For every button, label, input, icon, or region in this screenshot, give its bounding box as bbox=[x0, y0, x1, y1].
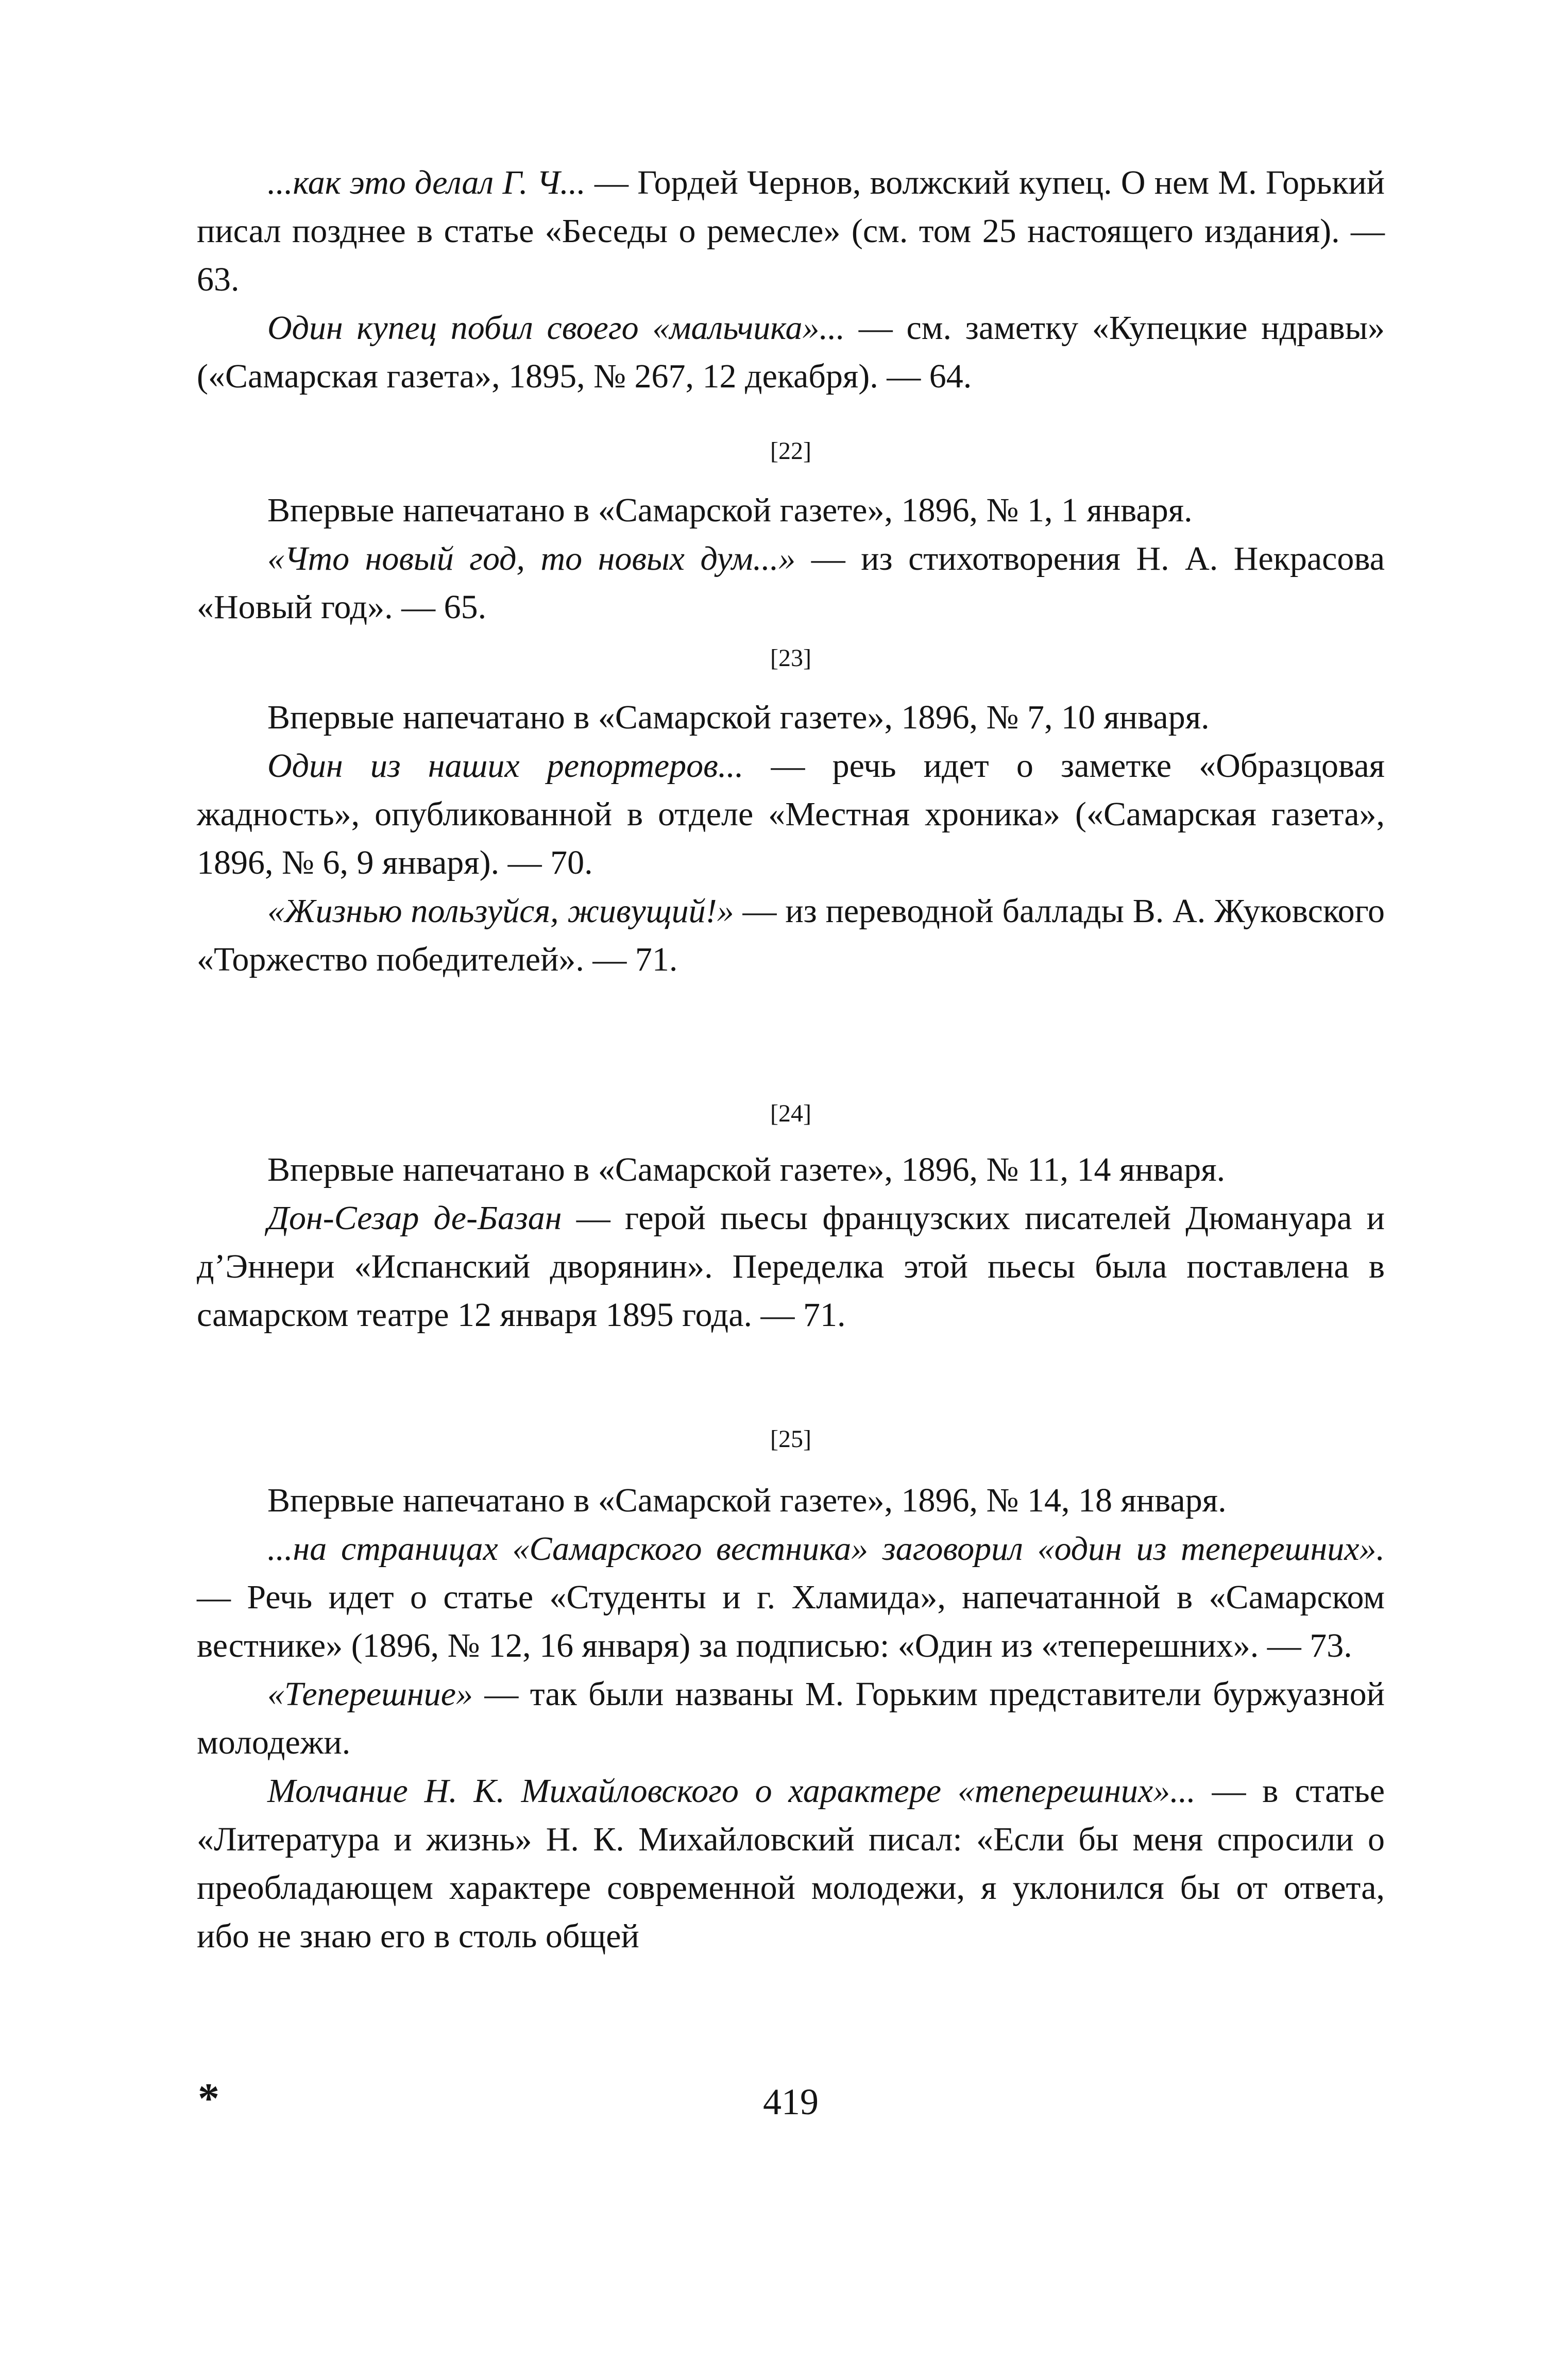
italic-citation: «Теперешние» bbox=[267, 1675, 473, 1713]
text-block-notes-23 bbox=[197, 693, 1385, 984]
italic-citation: «Что новый год, то новых дум...» bbox=[267, 540, 796, 577]
italic-citation: Молчание Н. К. Михайловского о характере «теперешних»... bbox=[267, 1772, 1196, 1810]
paragraph bbox=[197, 1194, 1385, 1339]
italic-citation: Дон-Сезар де-Базан bbox=[267, 1199, 562, 1237]
text-block-notes-25 bbox=[197, 1476, 1385, 1961]
paragraph bbox=[197, 486, 1385, 535]
italic-citation: Один купец побил своего «мальчика»... bbox=[267, 309, 845, 347]
italic-citation: ...на страницах «Самарского вестника» заговорил «один из теперешних». bbox=[267, 1530, 1385, 1568]
section-number-23: [23] bbox=[770, 644, 811, 672]
body-text: Впервые напечатано в «Самарской газете», 1896, № 11, 14 января. bbox=[267, 1151, 1226, 1188]
text-block-notes-21 bbox=[197, 159, 1385, 401]
body-text: — из стихотворения Н. А. Некрасова «Новый год». — 65. bbox=[197, 540, 1385, 626]
body-text: — так были названы М. Горьким представители буржуазной молодежи. bbox=[197, 1675, 1385, 1761]
body-text: — из переводной баллады В. А. Жуковского «Торжество победителей». — 71. bbox=[197, 892, 1385, 978]
paragraph bbox=[197, 742, 1385, 887]
section-number-25: [25] bbox=[770, 1425, 811, 1453]
body-text: — Речь идет о статье «Студенты и г. Хламида», напечатанной в «Самарском вестнике» (1896, № 12, 16 января) за подписью: «Один из «теперешних». — 73. bbox=[197, 1578, 1385, 1664]
paragraph bbox=[197, 693, 1385, 742]
paragraph bbox=[197, 535, 1385, 632]
section-number-22: [22] bbox=[770, 437, 811, 465]
page-number: 419 bbox=[763, 2081, 819, 2122]
italic-citation: «Жизнью пользуйся, живущий!» bbox=[267, 892, 734, 930]
paragraph bbox=[197, 1767, 1385, 1961]
paragraph bbox=[197, 159, 1385, 304]
paragraph bbox=[197, 1670, 1385, 1767]
footer-asterisk-mark: * bbox=[198, 2075, 219, 2122]
paragraph bbox=[197, 1525, 1385, 1670]
paragraph bbox=[197, 1476, 1385, 1525]
section-number-24: [24] bbox=[770, 1100, 811, 1127]
body-text: — в статье «Литература и жизнь» Н. К. Михайловский писал: «Если бы меня спросили о преобладающем характере современной молодежи, я уклонился бы от ответа, ибо не знаю его в столь общей bbox=[197, 1772, 1385, 1955]
italic-citation: Один из наших репортеров... bbox=[267, 747, 744, 785]
body-text: — Гордей Чернов, волжский купец. О нем М. Горький писал позднее в статье «Беседы о ремесле» (см. том 25 настоящего издания). — 63. bbox=[197, 164, 1385, 298]
body-text: Впервые напечатано в «Самарской газете», 1896, № 14, 18 января. bbox=[267, 1482, 1227, 1519]
paragraph bbox=[197, 887, 1385, 984]
body-text: — см. заметку «Купецкие ндравы» («Самарская газета», 1895, № 267, 12 декабря). — 64. bbox=[197, 309, 1385, 395]
body-text: Впервые напечатано в «Самарской газете», 1896, № 1, 1 января. bbox=[267, 491, 1193, 529]
paragraph bbox=[197, 1146, 1385, 1194]
body-text: Впервые напечатано в «Самарской газете», 1896, № 7, 10 января. bbox=[267, 699, 1210, 736]
body-text: — речь идет о заметке «Образцовая жадность», опубликованной в отделе «Местная хроника» («Самарская газета», 1896, № 6, 9 января). — 70. bbox=[197, 747, 1385, 881]
italic-citation: ...как это делал Г. Ч... bbox=[267, 164, 586, 201]
text-block-notes-24 bbox=[197, 1146, 1385, 1339]
body-text: — герой пьесы французских писателей Дюмануара и д’Эннери «Испанский дворянин». Переделка этой пьесы была поставлена в самарском театре 12 января 1895 года. — 71. bbox=[197, 1199, 1385, 1334]
text-block-notes-22 bbox=[197, 486, 1385, 632]
paragraph bbox=[197, 304, 1385, 401]
